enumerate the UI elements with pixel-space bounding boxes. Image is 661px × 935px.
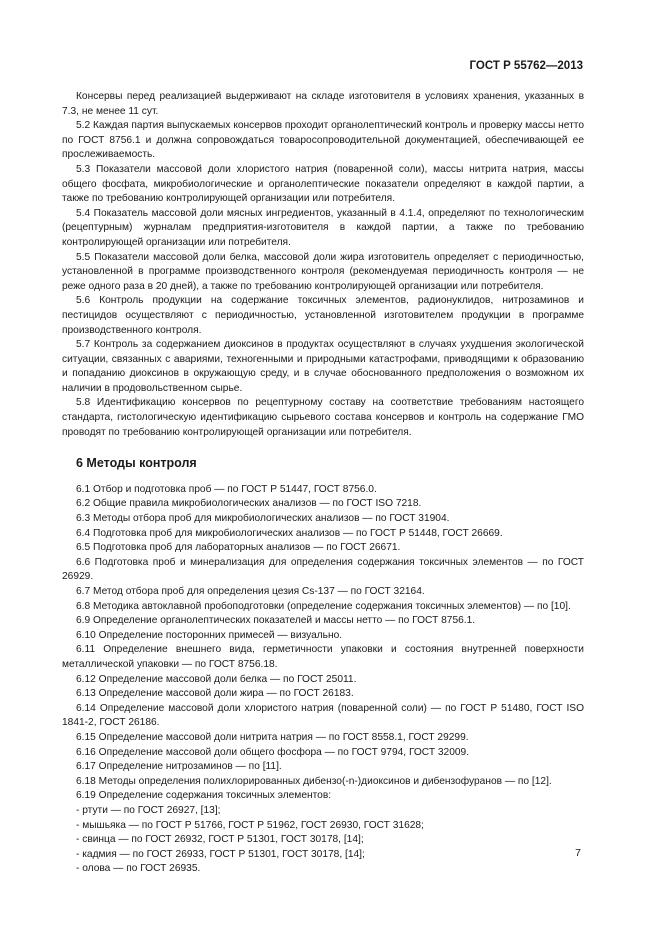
list-item: - ртути — по ГОСТ 26927, [13]; (76, 804, 221, 816)
paragraph: 5.3 Показатели массовой доли хлористого натрия (поваренной соли), массы нитрита натрия, массы общего фосфата, микробиологические и органолептические показатели определяют в каждой партии, а также по требованию контролирующей организации или потребителя. (62, 163, 584, 205)
page-number: 7 (575, 847, 581, 859)
paragraph: 6.12 Определение массовой доли белка — по ГОСТ 25011. (76, 673, 357, 685)
document-header: ГОСТ Р 55762—2013 (469, 60, 583, 72)
paragraph: 6.3 Методы отбора проб для микробиологических анализов — по ГОСТ 31904. (76, 513, 450, 525)
list-item: - олова — по ГОСТ 26935. (76, 863, 201, 875)
paragraph: 6.10 Определение посторонних примесей — визуально. (76, 629, 343, 641)
paragraph: 6.15 Определение массовой доли нитрита натрия — по ГОСТ 8558.1, ГОСТ 29299. (76, 731, 469, 743)
list-item: - свинца — по ГОСТ 26932, ГОСТ Р 51301, ГОСТ 30178, [14]; (76, 834, 364, 846)
page-content (62, 90, 584, 877)
paragraph: 6.13 Определение массовой доли жира — по ГОСТ 26183. (76, 688, 354, 700)
paragraph: 5.8 Идентификацию консервов по рецептурному составу на соответствие требованиям настоящего стандарта, гистологическую идентификацию сырьевого состава консервов и контроль на содержание ГМО проводят по требованию контролирующей организации или потребителя. (62, 397, 584, 438)
paragraph: 6.19 Определение содержания токсичных элементов: (76, 790, 332, 802)
paragraph: 6.7 Метод отбора проб для определения цезия Cs-137 — по ГОСТ 32164. (76, 586, 425, 597)
paragraph: 6.1 Отбор и подготовка проб — по ГОСТ Р 51447, ГОСТ 8756.0. (76, 483, 377, 495)
paragraph: 6.5 Подготовка проб для лабораторных анализов — по ГОСТ 26671. (76, 542, 401, 554)
paragraph: 6.14 Определение массовой доли хлористого натрия (поваренной соли) — по ГОСТ Р 51480, ГОСТ ISO 1841-2, ГОСТ 26186. (62, 702, 584, 729)
paragraph: Консервы перед реализацией выдерживают на складе изготовителя в условиях хранения, указанных в 7.3, не менее 11 сут. (62, 91, 584, 117)
paragraph: 5.4 Показатель массовой доли мясных ингредиентов, указанный в 4.1.4, определяют по технологическим (рецептурным) журналам предприятия-изготовителя в каждой партии, а также по требованию контролирующей организации или потребителя. (62, 207, 584, 248)
paragraph: 6.8 Методика автоклавной пробоподготовки (определение содержания токсичных элементов) — по [10]. (76, 600, 571, 612)
paragraph: 6.11 Определение внешнего вида, герметичности упаковки и состояния внутренней поверхности металлической упаковки — по ГОСТ 8756.18. (62, 644, 584, 670)
paragraph: 5.7 Контроль за содержанием диоксинов в продуктах осуществляют в случаях ухудшения экологической ситуации, связанных с авариями, техногенными и природными катастрофами, приводящими к образованию и попаданию диоксинов в окружающую среду, и в случае обоснованного предположения о возможном их наличии в продовольственном сырье. (62, 339, 584, 394)
paragraph: 5.6 Контроль продукции на содержание токсичных элементов, радионуклидов, нитрозаминов и пестицидов осуществляют с периодичностью, установленной изготовителем продукции в программе производственного контроля. (62, 295, 584, 336)
paragraph: 6.9 Определение органолептических показателей и массы нетто — по ГОСТ 8756.1. (76, 615, 476, 627)
paragraph: 6.17 Определение нитрозаминов — по [11]. (76, 761, 282, 773)
paragraph: 6.18 Методы определения полихлорированных дибензо(-n-)диоксинов и дибензофуранов — по [12]. (76, 775, 552, 787)
paragraph: 6.16 Определение массовой доли общего фосфора — по ГОСТ 9794, ГОСТ 32009. (76, 746, 470, 758)
paragraph: 6.2 Общие правила микробиологических анализов — по ГОСТ ISO 7218. (76, 498, 422, 510)
paragraph: 5.5 Показатели массовой доли белка, массовой доли жира изготовитель определяет с периодичностью, установленной в программе производственного контроля (рекомендуемая периодичность контроля — не реже одного раза в 20 дней), а также по требованию контролирующей организации или потребителя. (62, 251, 584, 292)
section-heading: 6 Методы контроля (76, 456, 197, 471)
paragraph: 6.4 Подготовка проб для микробиологических анализов — по ГОСТ Р 51448, ГОСТ 26669. (76, 527, 503, 539)
list-item: - кадмия — по ГОСТ 26933, ГОСТ Р 51301, ГОСТ 30178, [14]; (76, 848, 365, 860)
paragraph: 5.2 Каждая партия выпускаемых консервов проходит органолептический контроль и проверку массы нетто по ГОСТ 8756.1 и должна сопровождаться товаросопроводительной документацией, обеспечивающей ее прослеживаемость. (62, 120, 584, 161)
list-item: - мышьяка — по ГОСТ Р 51766, ГОСТ Р 51962, ГОСТ 26930, ГОСТ 31628; (76, 819, 424, 831)
paragraph: 6.6 Подготовка проб и минерализация для определения содержания токсичных элементов — по ГОСТ 26929. (62, 556, 584, 583)
